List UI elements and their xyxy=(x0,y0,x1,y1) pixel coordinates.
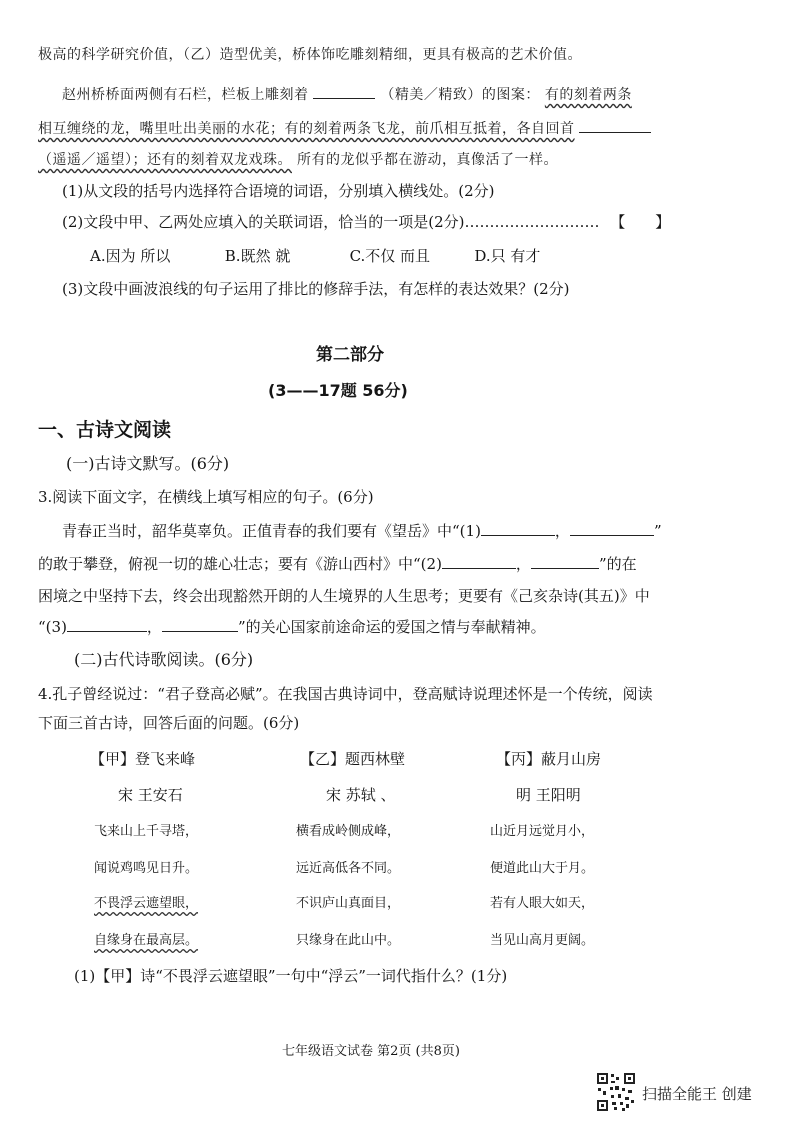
passage-line-1-text: 极高的科学研究价值，（乙）造型优美，桥体饰吃雕刻精细，更具有极高的艺术价值。 xyxy=(38,47,582,63)
passage-line-4 xyxy=(38,150,558,170)
poem-yi-line-4: 只缘身在此山中。 xyxy=(296,933,401,948)
question-2 xyxy=(62,212,670,232)
poem-yi-title: 【乙】题西林壁 xyxy=(300,750,406,768)
passage-line-2 xyxy=(62,84,632,105)
q4-intro-2-text: 下面三首古诗，回答后面的问题。(6分) xyxy=(38,714,300,732)
part2-title-text: 第二部分 xyxy=(316,345,384,365)
q3-p4-end: ”的关心国家前途命运的爱国之情与奉献精神。 xyxy=(237,618,546,636)
poem-jia-line-4: 自缘身在最高层。 xyxy=(94,933,199,948)
q4-intro-1-text: 4.孔子曾经说过：“君子登高必赋”。在我国古典诗词中，登高赋诗说理述怀是一个传统，阅读 xyxy=(38,685,653,703)
passage-line-2-a: 赵州桥桥面两侧有石栏，栏板上雕刻着 xyxy=(62,87,309,103)
passage-line-2-c: 有的刻着两条 xyxy=(544,87,632,103)
blank-q3-3a[interactable] xyxy=(67,617,147,632)
section-heading xyxy=(38,420,171,440)
q3-p2-text: 的敢于攀登，俯视一切的雄心壮志；要有《游山西村》中“(2) xyxy=(38,555,442,573)
q3-paragraph-3 xyxy=(38,586,650,606)
answer-bracket[interactable]: 【 】 xyxy=(610,213,671,231)
poem-bing-line-3: 若有人眼大如天， xyxy=(490,896,595,911)
page-footer: 七年级语文试卷 第2页 (共8页) xyxy=(282,1044,460,1059)
question-1-text: (1)从文段的括号内选择符合语境的词语，分别填入横线处。(2分) xyxy=(62,182,495,200)
poem-bing-author: 明 王阳明 xyxy=(516,786,581,804)
q3-p1-text: 青春正当时，韶华莫辜负。正值青春的我们要有《望岳》中“(1) xyxy=(62,522,481,540)
option-a: A.因为 所以 xyxy=(90,247,171,265)
question-4-1-text: (1)【甲】诗“不畏浮云遮望眼”一句中“浮云”一词代指什么？(1分) xyxy=(74,967,508,985)
passage-line-1 xyxy=(38,45,582,65)
blank-q3-1b[interactable] xyxy=(570,521,654,536)
part2-range xyxy=(268,381,408,401)
subsection-1-text: (一)古诗文默写。(6分) xyxy=(66,454,230,473)
question-3-title-text: 3.阅读下面文字，在横线上填写相应的句子。(6分) xyxy=(38,488,374,506)
question-3-text: (3)文段中画波浪线的句子运用了排比的修辞手法，有怎样的表达效果？(2分) xyxy=(62,280,570,298)
q3-paragraph-2 xyxy=(38,554,637,574)
subsection-1 xyxy=(66,454,229,474)
question-3-title xyxy=(38,487,374,507)
poem-jia-title: 【甲】登飞来峰 xyxy=(90,750,196,768)
q3-p3-text: 困境之中坚持下去，终会出现豁然开朗的人生境界的人生思考；更要有《己亥杂诗(其五)》中 xyxy=(38,587,650,605)
passage-line-4-b: 所有的龙似乎都在游动，真像活了一样。 xyxy=(296,152,558,168)
poem-bing-line-2: 便道此山大于月。 xyxy=(490,861,595,876)
comma-3: ， xyxy=(146,618,162,636)
part2-range-text: (3——17题 56分) xyxy=(268,381,408,400)
subsection-2 xyxy=(74,650,253,670)
blank-q3-2a[interactable] xyxy=(442,554,516,569)
question-1 xyxy=(62,181,495,201)
poem-yi-line-3: 不识庐山真面目， xyxy=(296,896,401,911)
poem-bing-title: 【丙】蔽月山房 xyxy=(496,750,602,768)
blank-passage-2[interactable] xyxy=(579,118,651,133)
question-2-text: (2)文段中甲、乙两处应填入的关联词语，恰当的一项是(2分)……………………… xyxy=(62,213,600,231)
passage-line-3-a: 相互缠绕的龙，嘴里吐出美丽的水花；有的刻着两条飞龙，前爪相互抵着，各自回首 xyxy=(38,121,575,137)
question-3 xyxy=(62,279,570,299)
question-4-1 xyxy=(74,966,507,986)
q3-p4-start: “(3) xyxy=(38,618,67,636)
question-2-options xyxy=(90,246,540,266)
option-c: C.不仅 而且 xyxy=(349,247,431,265)
q4-intro-1 xyxy=(38,684,653,704)
part2-title xyxy=(316,345,384,365)
option-d: D.只 有才 xyxy=(474,247,541,265)
passage-line-2-b: （精美／精致）的图案： xyxy=(380,87,540,103)
quote-close-1: ” xyxy=(653,522,662,540)
poem-jia-author: 宋 王安石 xyxy=(118,786,183,804)
q4-intro-2 xyxy=(38,713,299,733)
blank-passage-1[interactable] xyxy=(313,84,375,99)
poem-bing-line-1: 山近月远觉月小， xyxy=(490,824,595,839)
blank-q3-1a[interactable] xyxy=(481,521,555,536)
blank-q3-2b[interactable] xyxy=(531,554,599,569)
poem-jia-line-1: 飞来山上千寻塔， xyxy=(94,824,199,839)
q3-paragraph-1 xyxy=(62,521,662,541)
passage-line-3 xyxy=(38,118,651,139)
section-heading-text: 一、古诗文阅读 xyxy=(38,419,172,441)
poem-yi-line-2: 远近高低各不同。 xyxy=(296,861,401,876)
poem-jia-line-2: 闻说鸡鸣见日升。 xyxy=(94,861,199,876)
scanner-watermark: 扫描全能王 创建 xyxy=(642,1085,752,1103)
q3-p2-end: ”的在 xyxy=(598,555,637,573)
comma-1: ， xyxy=(554,522,570,540)
passage-line-4-a: （遥遥／遥望）；还有的刻着双龙戏珠。 xyxy=(38,152,292,168)
poem-yi-author: 宋 苏轼 、 xyxy=(326,786,396,804)
q3-paragraph-4 xyxy=(38,617,546,637)
poem-bing-line-4: 当见山高月更阔。 xyxy=(490,933,595,948)
option-b: B.既然 就 xyxy=(224,247,291,265)
qr-code-icon xyxy=(596,1072,636,1112)
comma-2: ， xyxy=(515,555,531,573)
poem-yi-line-1: 横看成岭侧成峰， xyxy=(296,824,401,839)
subsection-2-text: (二)古代诗歌阅读。(6分) xyxy=(74,650,254,669)
poem-jia-line-3: 不畏浮云遮望眼， xyxy=(94,896,199,911)
blank-q3-3b[interactable] xyxy=(162,617,238,632)
